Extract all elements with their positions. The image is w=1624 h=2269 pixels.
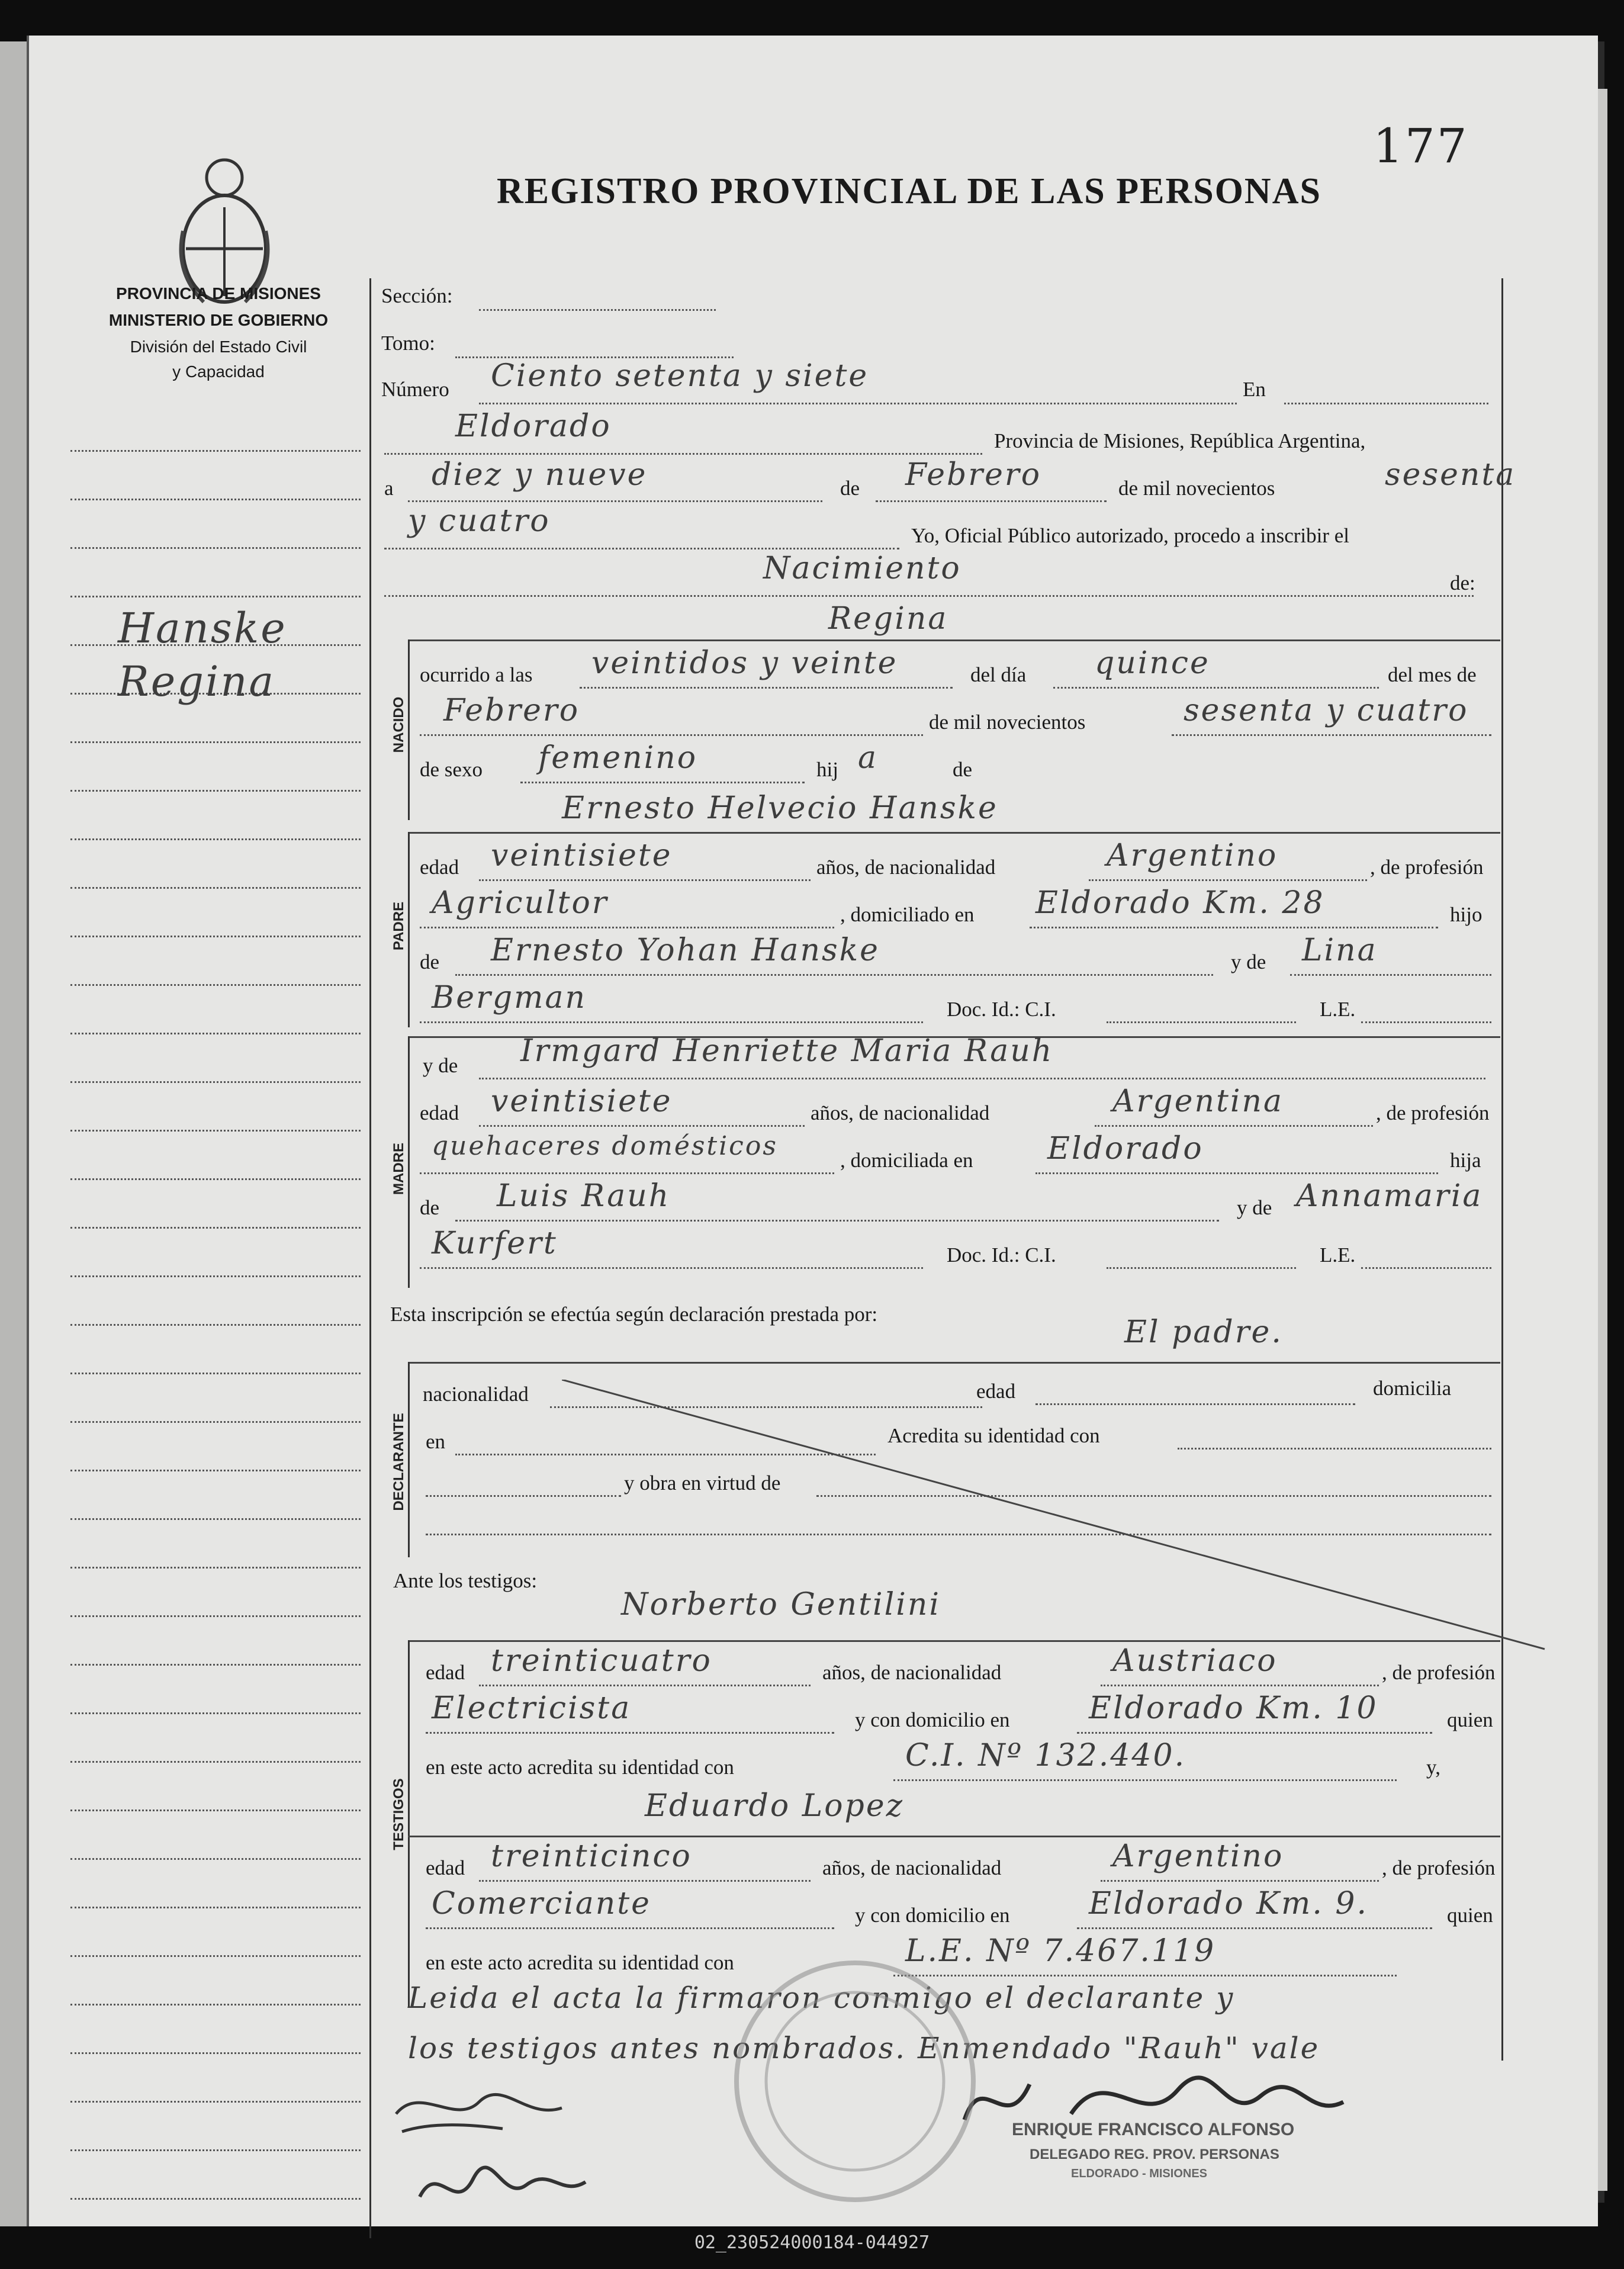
registry-page <box>27 36 1598 2226</box>
padre-dom-line <box>1030 927 1438 928</box>
padre-de-value: Ernesto Yohan Hanske <box>491 933 880 968</box>
margin-ruled-line <box>70 936 361 937</box>
t2-id-value: L.E. Nº 7.467.119 <box>905 1933 1216 1969</box>
t1-dom-line <box>1077 1732 1432 1734</box>
margin-ruled-line <box>70 1664 361 1666</box>
t2-edad-value: treinticinco <box>491 1839 692 1874</box>
margin-ruled-line <box>70 2149 361 2151</box>
t1-nac-value: Austriaco <box>1112 1643 1278 1679</box>
margin-ruled-line <box>70 1712 361 1714</box>
seccion-label: Sección: <box>381 284 453 307</box>
en-label: En <box>1243 378 1266 401</box>
hijo-label: hijo <box>1450 903 1482 926</box>
org-line-4: y Capacidad <box>172 362 265 381</box>
margin-ruled-line <box>70 838 361 840</box>
decl-obra-label: y obra en virtud de <box>624 1471 781 1495</box>
numero-value: Ciento setenta y siete <box>491 358 869 394</box>
madre-edad-label: edad <box>420 1101 459 1124</box>
t1-nac-label: años, de nacionalidad <box>822 1661 1002 1684</box>
t1-dom-label: y con domicilio en <box>855 1708 1010 1731</box>
madre-doc-line <box>1107 1267 1296 1269</box>
de-colon-label: de: <box>1450 571 1475 594</box>
margin-ruled-line <box>70 1761 361 1763</box>
nac-anio-line <box>1172 734 1491 736</box>
declaracion-value: El padre. <box>1124 1315 1283 1350</box>
closing-line-2: los testigos antes nombrados. Enmendado "Rauh" vale <box>408 2031 1320 2065</box>
padre-yde-label: y de <box>1231 950 1266 973</box>
madre-nombre-line <box>479 1078 1485 1079</box>
anio-value-2: y cuatro <box>408 503 551 539</box>
t2-edad-label: edad <box>426 1856 465 1879</box>
nac-dia-value: quince <box>1095 645 1210 681</box>
madre-nac-line <box>1095 1125 1373 1127</box>
margin-ruled-line <box>70 1081 361 1083</box>
padre-yde-line <box>1290 974 1491 976</box>
padre-edad-value: veintisiete <box>491 838 673 873</box>
official-seal-icon <box>728 1954 982 2209</box>
margin-ruled-line <box>70 547 361 549</box>
t1-edad-value: treinticuatro <box>491 1643 712 1679</box>
t1-acredita-label: en este acto acredita su identidad con <box>426 1756 734 1779</box>
padre-de-label: de <box>420 950 440 973</box>
madre-dom-line <box>1035 1172 1438 1174</box>
decl-nac-label: nacionalidad <box>423 1383 529 1406</box>
margin-ruled-line <box>70 1470 361 1471</box>
madre-prof-line <box>420 1172 834 1174</box>
madre-yde2-value: Annamaria <box>1296 1178 1483 1214</box>
padre-yde-line-2 <box>420 1021 923 1023</box>
margin-ruled-line <box>70 1275 361 1277</box>
stamp-name: ENRIQUE FRANCISCO ALFONSO <box>1012 2120 1295 2139</box>
sexo-line <box>520 782 805 783</box>
decl-acredita-label: Acredita su identidad con <box>887 1424 1100 1447</box>
madre-dom-value: Eldorado <box>1047 1131 1204 1166</box>
closing-line-1: Leida el acta la firmaron conmigo el declarante y <box>408 1981 1235 2015</box>
margin-ruled-line <box>70 790 361 792</box>
testigos-intro: Ante los testigos: <box>393 1569 538 1592</box>
t2-nac-line <box>1101 1880 1379 1882</box>
t2-dom-line <box>1077 1927 1432 1929</box>
padre-nac-value: Argentino <box>1107 838 1278 873</box>
padre-doc-label: Doc. Id.: C.I. <box>947 998 1056 1021</box>
margin-ruled-line <box>70 450 361 452</box>
t2-prof-value: Comerciante <box>432 1886 651 1921</box>
lugar-value: Eldorado <box>455 409 612 444</box>
madre-edad-value: veintisiete <box>491 1084 673 1119</box>
t1-nombre: Norberto Gentilini <box>621 1587 941 1622</box>
padre-doc-line <box>1107 1021 1296 1023</box>
madre-dom-label: , domiciliada en <box>840 1149 973 1172</box>
padre-nac-label: años, de nacionalidad <box>816 856 996 879</box>
mes-value: Febrero <box>905 457 1042 493</box>
hora-line <box>580 687 953 689</box>
t1-edad-label: edad <box>426 1661 465 1684</box>
a-label: a <box>384 477 394 500</box>
madre-yde2-value-2: Kurfert <box>432 1226 558 1261</box>
margin-ruled-line <box>70 1324 361 1326</box>
padre-le-label: L.E. <box>1320 998 1356 1021</box>
acto-value: Nacimiento <box>763 551 961 586</box>
hija-label: hija <box>1450 1149 1481 1172</box>
nacido-top-rule <box>408 639 1500 641</box>
org-line-2: MINISTERIO DE GOBIERNO <box>108 311 329 329</box>
t2-prof-line <box>426 1927 834 1929</box>
nombre-value: Regina <box>828 601 948 637</box>
margin-ruled-line <box>70 1810 361 1811</box>
provincia-label: Provincia de Misiones, República Argentina, <box>994 429 1366 452</box>
numero-label: Número <box>381 378 449 401</box>
sexo-value: femenino <box>538 740 698 776</box>
book-left-edge <box>0 41 27 2226</box>
margin-ruled-line <box>70 1373 361 1374</box>
margin-ruled-line <box>70 1178 361 1180</box>
margin-ruled-line <box>70 2198 361 2200</box>
ocurrido-label: ocurrido a las <box>420 663 533 686</box>
org-line-1: PROVINCIA DE MISIONES <box>116 284 321 303</box>
t2-dom-label: y con domicilio en <box>855 1904 1010 1927</box>
margin-ruled-line <box>70 1033 361 1034</box>
padre-le-line <box>1361 1021 1491 1023</box>
madre-de-value: Luis Rauh <box>497 1178 671 1214</box>
margin-ruled-line <box>70 1858 361 1860</box>
witness-signatures <box>384 2078 680 2232</box>
t1-edad-line <box>479 1685 811 1686</box>
madre-prof-value: quehaceres domésticos <box>432 1131 778 1161</box>
t2-acredita-label: en este acto acredita su identidad con <box>426 1951 734 1974</box>
del-mes-label: del mes de <box>1388 663 1477 686</box>
main-left-border <box>369 278 371 2238</box>
madre-yde2-line-2 <box>420 1267 923 1269</box>
padre-prof-label: , de profesión <box>1370 856 1484 879</box>
hora-value: veintidos y veinte <box>591 645 898 681</box>
madre-bracket <box>408 1036 410 1288</box>
madre-tag: MADRE <box>391 1143 407 1195</box>
padre-edad-label: edad <box>420 856 459 879</box>
margin-ruled-line <box>70 1227 361 1229</box>
hij-de-label: de <box>953 758 973 781</box>
decl-en-label: en <box>426 1430 446 1453</box>
oficial-label: Yo, Oficial Público autorizado, procedo a inscribir el <box>911 524 1350 547</box>
padre-yde-value: Lina <box>1302 933 1378 968</box>
madre-le-label: L.E. <box>1320 1243 1356 1267</box>
page-number: 177 <box>1373 118 1469 173</box>
nac-padre-value: Ernesto Helvecio Hanske <box>562 790 998 826</box>
decl-domicilia-label: domicilia <box>1373 1377 1452 1400</box>
t1-nac-line <box>1101 1685 1379 1686</box>
t1-id-value: C.I. Nº 132.440. <box>905 1738 1186 1773</box>
sexo-label: de sexo <box>420 758 483 781</box>
testigos-mid-rule <box>408 1836 1500 1837</box>
hij-suffix: a <box>858 740 879 776</box>
t1-y-label: y, <box>1426 1756 1440 1779</box>
del-dia-label: del día <box>970 663 1027 686</box>
madre-prof-label: , de profesión <box>1376 1101 1490 1124</box>
t1-quien-label: quien <box>1447 1708 1493 1731</box>
t1-prof-value: Electricista <box>432 1690 632 1726</box>
lugar-line <box>384 453 982 455</box>
t2-nac-label: años, de nacionalidad <box>822 1856 1002 1879</box>
testigos-bracket <box>408 1640 410 2007</box>
madre-nac-label: años, de nacionalidad <box>811 1101 990 1124</box>
nac-dia-line <box>1053 687 1379 689</box>
padre-prof-value: Agricultor <box>432 885 609 921</box>
margin-note-name: Regina <box>118 657 276 706</box>
t1-id-line <box>893 1779 1397 1781</box>
decl-edad-label: edad <box>976 1380 1016 1403</box>
en-line <box>1284 403 1488 404</box>
margin-ruled-line <box>70 499 361 500</box>
dia-value: diez y nueve <box>432 457 648 493</box>
margin-ruled-line <box>70 2101 361 2103</box>
t1-prof-label: , de profesión <box>1382 1661 1496 1684</box>
nacido-bracket <box>408 639 410 820</box>
padre-yde-value-2: Bergman <box>432 980 587 1015</box>
acto-line <box>384 595 1474 597</box>
nac-mil-label: de mil novecientos <box>929 711 1086 734</box>
margin-ruled-line <box>70 596 361 597</box>
padre-nac-line <box>1089 879 1367 881</box>
seccion-line <box>479 309 716 311</box>
anio-value-1: sesenta <box>1385 457 1516 493</box>
padre-bracket <box>408 832 410 1027</box>
image-id-caption: 02_230524000184-044927 <box>694 2232 930 2253</box>
testigos-top-rule <box>408 1640 1500 1642</box>
madre-nac-value: Argentina <box>1112 1084 1284 1119</box>
padre-top-rule <box>408 832 1500 834</box>
padre-edad-line <box>479 879 811 881</box>
margin-note-surname: Hanske <box>118 604 287 653</box>
nac-anio-value: sesenta y cuatro <box>1184 693 1469 728</box>
madre-edad-line <box>479 1125 805 1127</box>
margin-ruled-line <box>70 1567 361 1569</box>
madre-de-line <box>455 1220 1219 1222</box>
padre-de-line <box>455 974 1213 976</box>
declarante-bracket <box>408 1362 410 1557</box>
margin-ruled-line <box>70 2052 361 2054</box>
declaracion-text: Esta inscripción se efectúa según declaración prestada por: <box>390 1303 878 1326</box>
madre-de-label: de <box>420 1196 440 1219</box>
padre-tag: PADRE <box>391 901 407 951</box>
t2-nombre: Eduardo Lopez <box>645 1788 905 1824</box>
madre-yde2-label: y de <box>1237 1196 1272 1219</box>
nacido-tag: NACIDO <box>391 696 407 753</box>
margin-ruled-line <box>70 1907 361 1908</box>
margin-ruled-line <box>70 1421 361 1423</box>
margin-ruled-line <box>70 1615 361 1617</box>
document-title: REGISTRO PROVINCIAL DE LAS PERSONAS <box>497 171 1321 211</box>
nac-mes-value: Febrero <box>443 693 580 728</box>
hij-label: hij <box>816 758 838 781</box>
padre-prof-line <box>420 927 834 928</box>
padre-dom-value: Eldorado Km. 28 <box>1035 885 1325 921</box>
madre-yde-label: y de <box>423 1054 458 1077</box>
tomo-label: Tomo: <box>381 332 435 355</box>
t2-dom-value: Eldorado Km. 9. <box>1089 1886 1368 1921</box>
dia-line <box>408 500 822 502</box>
nac-mes-line <box>420 734 923 736</box>
t2-nac-value: Argentino <box>1112 1839 1284 1874</box>
madre-doc-label: Doc. Id.: C.I. <box>947 1243 1056 1267</box>
de-label: de <box>840 477 860 500</box>
declarante-top-rule <box>408 1362 1500 1364</box>
madre-nombre-value: Irmgard Henriette Maria Rauh <box>520 1033 1054 1069</box>
t2-prof-label: , de profesión <box>1382 1856 1496 1879</box>
madre-le-line <box>1361 1267 1491 1269</box>
margin-ruled-line <box>70 887 361 889</box>
t2-edad-line <box>479 1880 811 1882</box>
declarante-tag: DECLARANTE <box>391 1413 407 1511</box>
testigos-tag: TESTIGOS <box>391 1778 407 1850</box>
t1-prof-line <box>426 1732 834 1734</box>
margin-ruled-line <box>70 984 361 986</box>
margin-ruled-line <box>70 1518 361 1520</box>
margin-ruled-line <box>70 2004 361 2006</box>
t1-dom-value: Eldorado Km. 10 <box>1089 1690 1378 1726</box>
stamp-title: DELEGADO REG. PROV. PERSONAS <box>1030 2146 1279 2162</box>
t2-quien-label: quien <box>1447 1904 1493 1927</box>
numero-line <box>479 403 1237 404</box>
org-line-3: División del Estado Civil <box>130 338 307 356</box>
stamp-place: ELDORADO - MISIONES <box>1071 2167 1208 2180</box>
padre-dom-label: , domiciliado en <box>840 903 975 926</box>
margin-ruled-line <box>70 1130 361 1132</box>
anio-line <box>384 548 899 549</box>
mil-novecientos-label: de mil novecientos <box>1118 477 1275 500</box>
margin-ruled-line <box>70 741 361 743</box>
main-right-border <box>1501 278 1503 2061</box>
mes-line <box>876 500 1107 502</box>
margin-ruled-line <box>70 1955 361 1957</box>
